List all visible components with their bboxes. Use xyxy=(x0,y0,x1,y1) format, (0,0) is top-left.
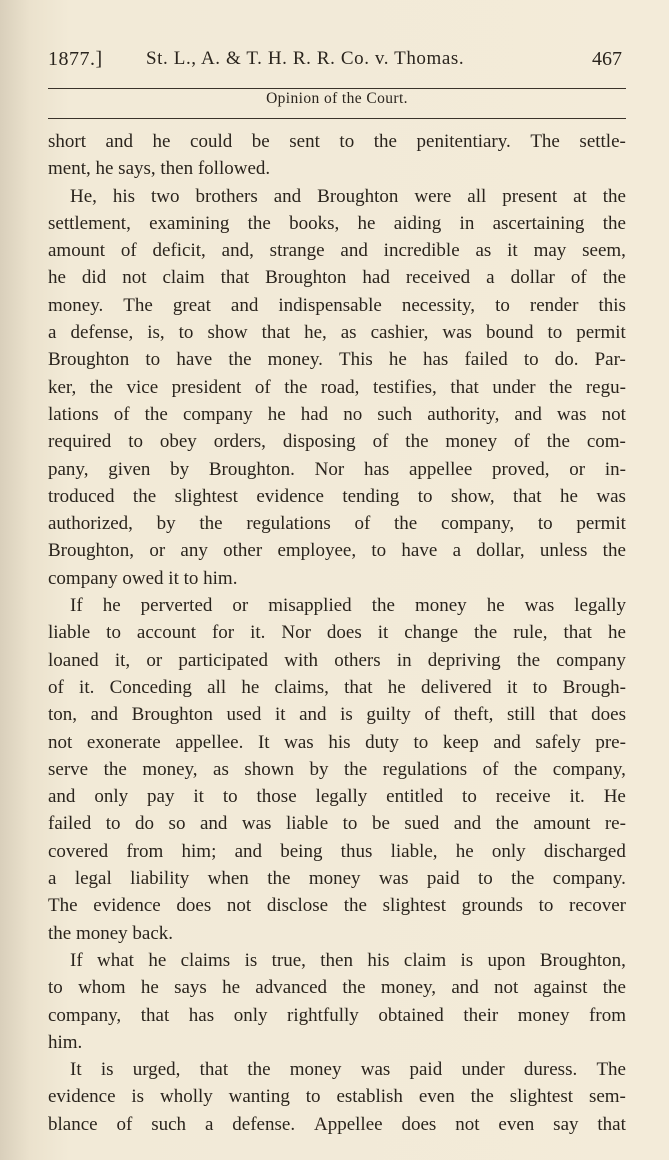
text-line: company owed it to him. xyxy=(48,567,238,589)
text-line: he did not claim that Broughton had received a dollar of the xyxy=(48,267,626,289)
text-line: Broughton to have the money. This he has failed to do. Par- xyxy=(48,349,626,371)
text-line: covered from him; and being thus liable, he only discharged xyxy=(48,840,626,862)
text-line: amount of deficit, and, strange and incredible as it may seem, xyxy=(48,240,626,262)
header-rule-bottom xyxy=(48,118,626,119)
text-line: money. The great and indispensable necessity, to render this xyxy=(48,294,626,316)
text-line: troduced the slightest evidence tending to show, that he was xyxy=(48,485,626,507)
text-line: authorized, by the regulations of the company, to permit xyxy=(48,513,626,535)
text-line: blance of such a defense. Appellee does not even say that xyxy=(48,1113,626,1135)
text-line: him. xyxy=(48,1031,83,1053)
text-line: company, that has only rightfully obtained their money from xyxy=(48,1004,626,1026)
text-line: short and he could be sent to the penitentiary. The settle- xyxy=(48,131,626,152)
running-head xyxy=(48,44,626,76)
page-number: 467 xyxy=(592,48,622,70)
text-line: settlement, examining the books, he aiding in ascertaining the xyxy=(48,212,626,234)
text-line: the money back. xyxy=(48,922,174,944)
text-line: It is urged, that the money was paid under duress. The xyxy=(70,1059,626,1081)
text-line: serve the money, as shown by the regulations of the company, xyxy=(48,758,626,780)
text-line: The evidence does not disclose the slightest grounds to recover xyxy=(48,895,626,917)
running-head-case-title: St. L., A. & T. H. R. R. Co. v. Thomas. xyxy=(146,48,465,69)
opinion-body-text xyxy=(48,128,626,1138)
running-head-year: 1877.] xyxy=(48,48,103,70)
text-line: failed to do so and was liable to be sued and the amount re- xyxy=(48,813,626,835)
text-line: liable to account for it. Nor does it change the rule, that he xyxy=(48,622,626,644)
text-line: not exonerate appellee. It was his duty to keep and safely pre- xyxy=(48,731,626,753)
text-line: If what he claims is true, then his claim is upon Broughton, xyxy=(70,949,626,971)
text-line: ker, the vice president of the road, testifies, that under the regu- xyxy=(48,376,626,398)
text-line: evidence is wholly wanting to establish even the slightest sem- xyxy=(48,1086,626,1108)
text-line: pany, given by Broughton. Nor has appellee proved, or in- xyxy=(48,458,626,480)
text-line: loaned it, or participated with others in depriving the company xyxy=(48,649,626,671)
text-line: ton, and Broughton used it and is guilty of theft, still that does xyxy=(48,704,626,726)
text-line: He, his two brothers and Broughton were all present at the xyxy=(70,185,626,207)
text-line: a defense, is, to show that he, as cashier, was bound to permit xyxy=(48,322,626,344)
text-line: Broughton, or any other employee, to have a dollar, unless the xyxy=(48,540,626,562)
text-line: to whom he says he advanced the money, and not against the xyxy=(48,977,626,999)
text-line: and only pay it to those legally entitled to receive it. He xyxy=(48,786,626,808)
text-line: lations of the company he had no such authority, and was not xyxy=(48,403,626,425)
section-heading: Opinion of the Court. xyxy=(266,90,408,107)
text-line: a legal liability when the money was paid to the company. xyxy=(48,868,626,890)
text-line: If he perverted or misapplied the money he was legally xyxy=(70,595,626,617)
text-line: ment, he says, then followed. xyxy=(48,158,271,180)
text-line: of it. Conceding all he claims, that he delivered it to Brough- xyxy=(48,676,626,698)
header-rule-top xyxy=(48,88,626,89)
text-line: required to obey orders, disposing of the money of the com- xyxy=(48,431,626,453)
